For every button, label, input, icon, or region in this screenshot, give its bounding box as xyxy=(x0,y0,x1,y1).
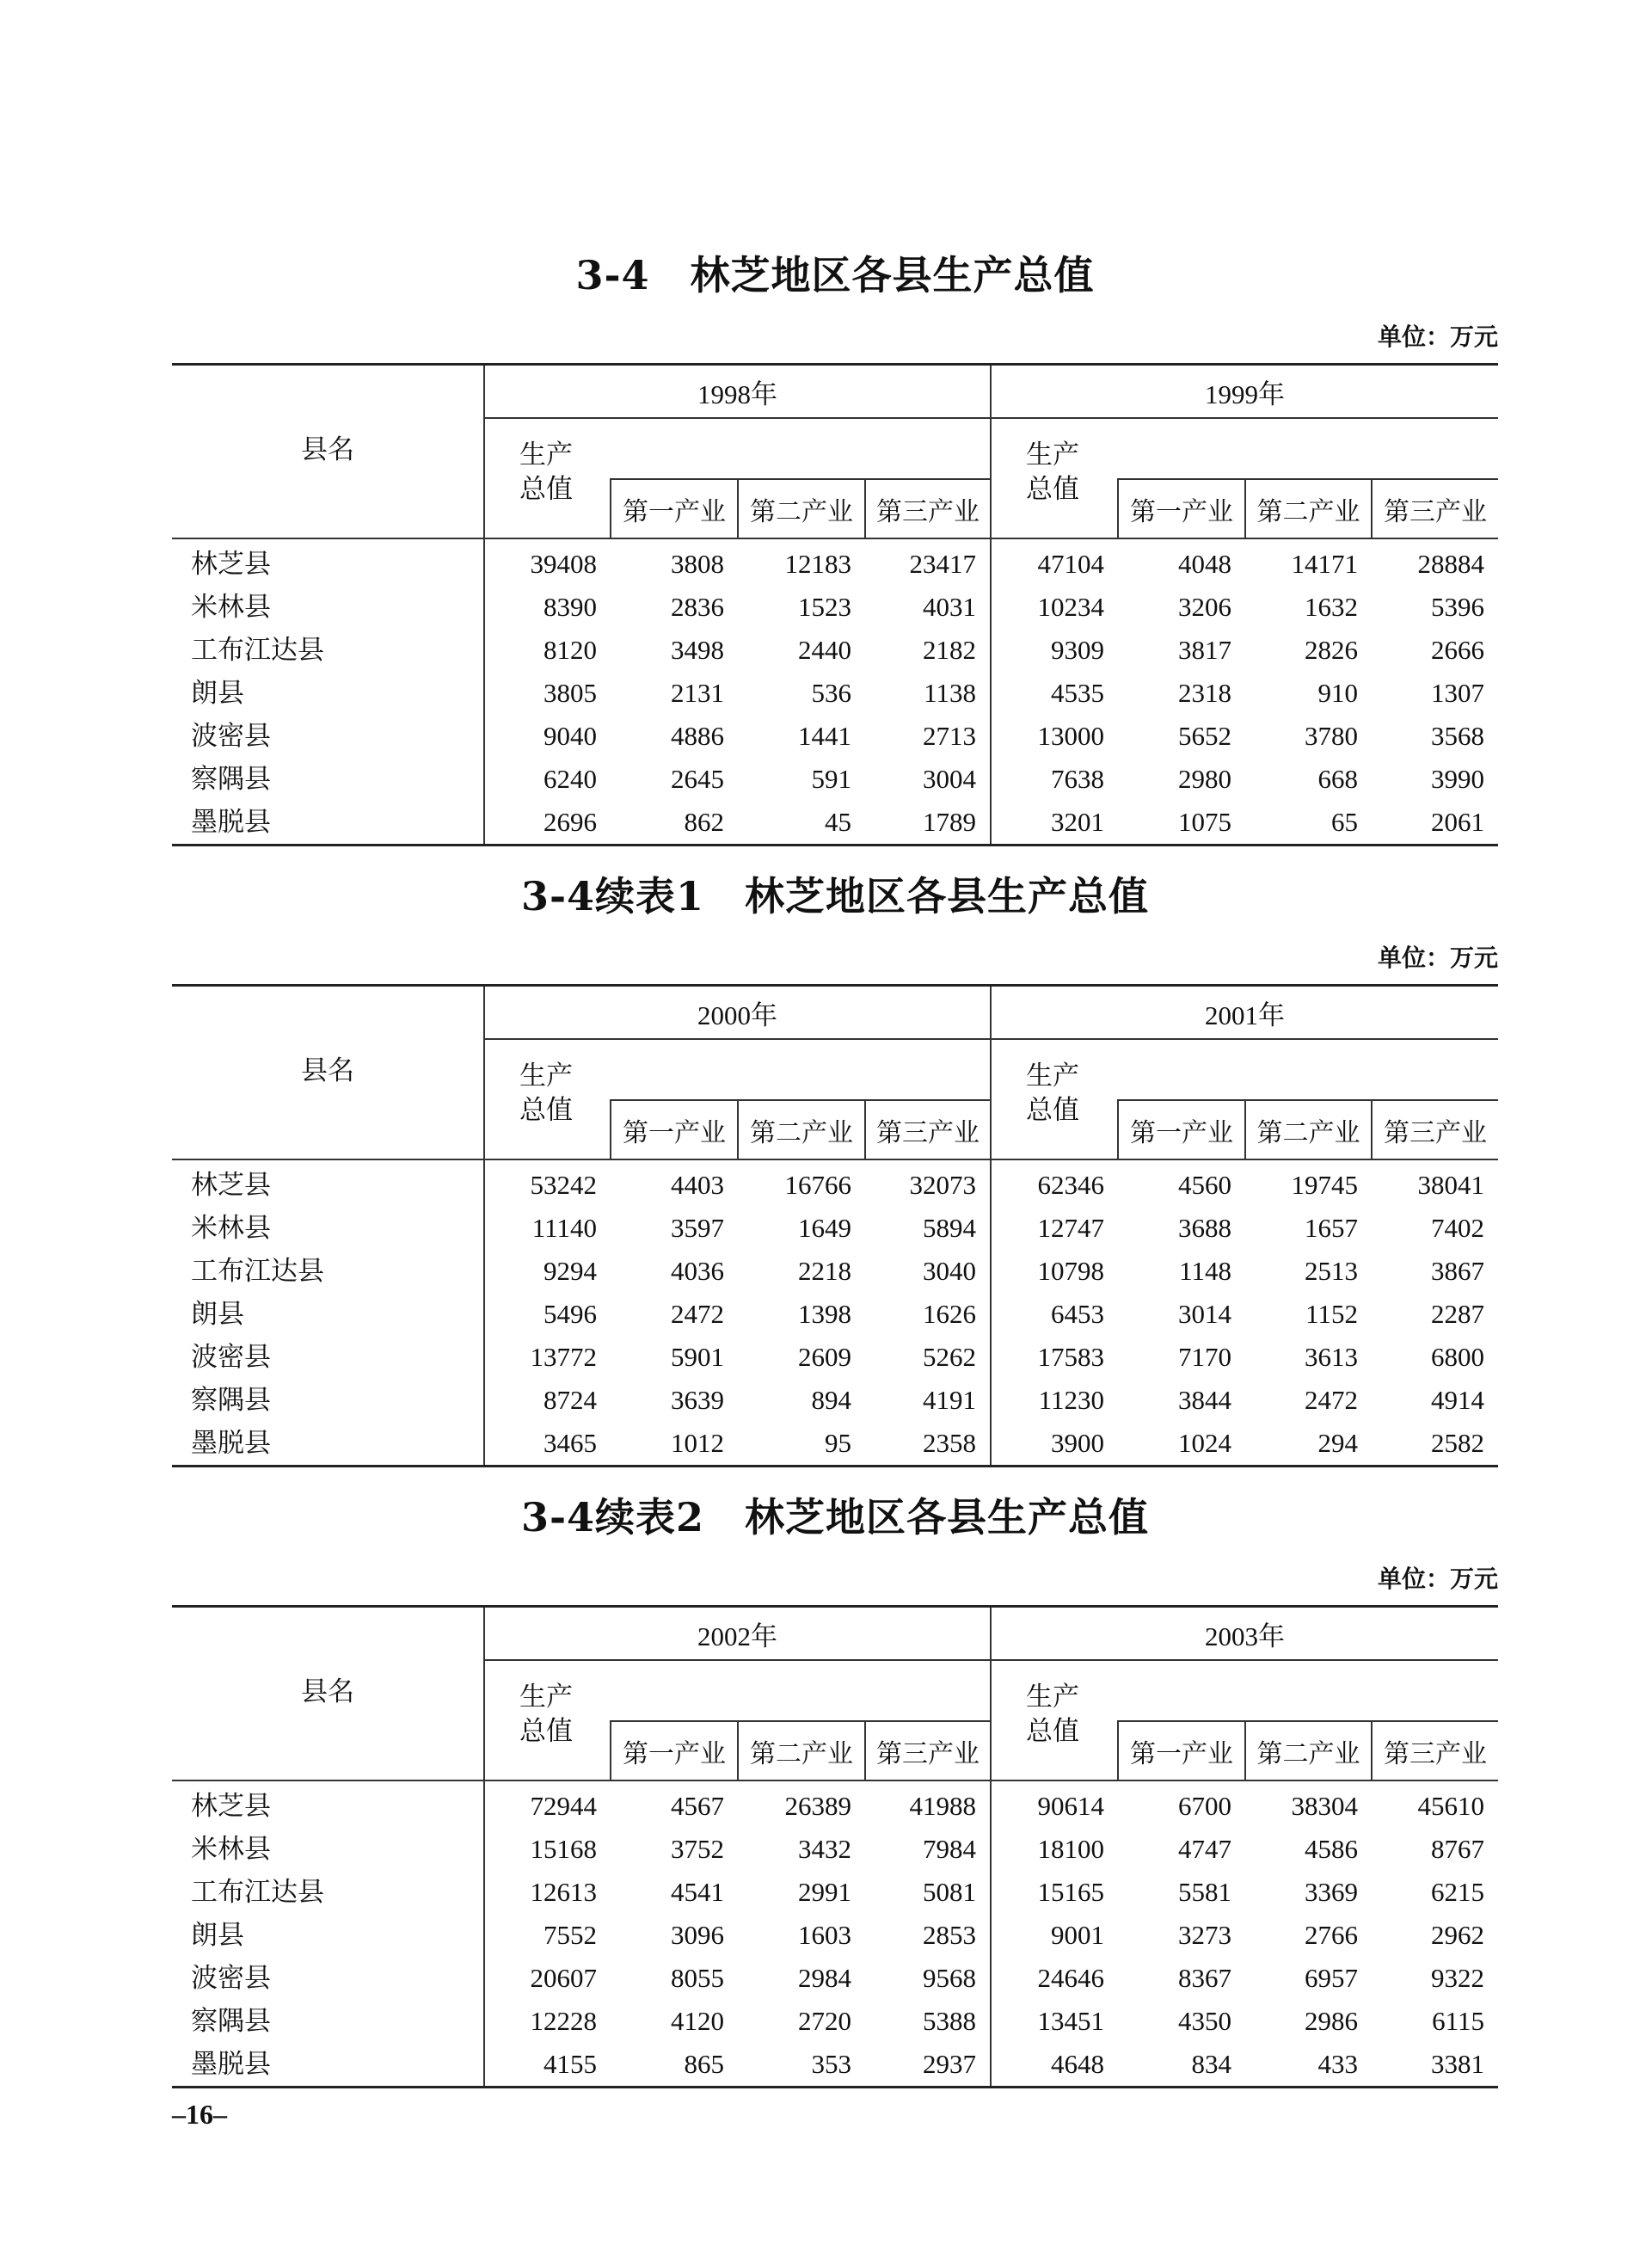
gross-header-line1: 生产 xyxy=(519,1061,573,1091)
gross-value-cell: 9040 xyxy=(544,721,597,751)
industry-value-cell: 2440 xyxy=(798,635,851,665)
industry-value-cell: 834 xyxy=(1118,2043,1245,2088)
table-row xyxy=(172,758,1498,801)
county-name-cell: 林芝县 xyxy=(172,1780,484,1828)
gross-header-line2: 总值 xyxy=(1026,474,1079,504)
table-row xyxy=(172,1250,1498,1293)
industry-value-cell: 2318 xyxy=(1178,678,1231,708)
industry-value-cell: 5081 xyxy=(865,1871,991,1914)
table-row xyxy=(172,586,1498,629)
gross-header-line2: 总值 xyxy=(1026,1716,1079,1746)
unit-label: 单位：万元 xyxy=(1377,944,1498,972)
industry-value-cell: 1441 xyxy=(798,721,851,751)
county-name-cell: 察隅县 xyxy=(172,1379,484,1422)
table-title: 3-4 林芝地区各县生产总值 xyxy=(575,252,1095,298)
primary-industry-header: 第一产业 xyxy=(611,479,738,538)
industry-value-cell: 4560 xyxy=(1178,1170,1231,1200)
gross-value-cell: 6240 xyxy=(544,764,597,794)
gross-value-header xyxy=(991,1660,1118,1780)
industry-value-cell: 6215 xyxy=(1431,1877,1484,1907)
county-name-cell: 墨脱县 xyxy=(172,1422,484,1467)
industry-value-cell: 1024 xyxy=(1118,1422,1245,1467)
industry-value-cell: 5388 xyxy=(865,2000,991,2043)
industry-value-cell: 536 xyxy=(811,678,851,708)
industry-value-cell: 3639 xyxy=(671,1385,724,1415)
gross-value-cell: 24646 xyxy=(1037,1963,1104,1993)
industry-value-cell: 1138 xyxy=(865,672,991,715)
gross-value-cell: 7552 xyxy=(544,1920,597,1950)
industry-value-cell: 2986 xyxy=(1305,2006,1358,2036)
industry-value-cell: 2182 xyxy=(865,629,991,672)
year-header: 1999年 xyxy=(991,365,1498,419)
gross-header-line1: 生产 xyxy=(519,440,573,470)
gross-value-cell: 18100 xyxy=(1037,1834,1104,1864)
county-name-cell: 林芝县 xyxy=(172,1159,484,1207)
gross-value-cell: 8724 xyxy=(544,1385,597,1415)
gross-value-cell: 17583 xyxy=(1037,1342,1104,1372)
tertiary-industry-header: 第三产业 xyxy=(1372,1100,1498,1159)
industry-value-cell: 1789 xyxy=(865,801,991,846)
gross-value-cell: 4535 xyxy=(1051,678,1104,708)
industry-value-cell: 433 xyxy=(1245,2043,1372,2088)
industry-value-cell: 3568 xyxy=(1431,721,1484,751)
gross-header-line1: 生产 xyxy=(1026,1061,1079,1091)
industry-value-cell: 2991 xyxy=(798,1877,851,1907)
industry-value-cell: 4541 xyxy=(671,1877,724,1907)
industry-value-cell: 2472 xyxy=(1305,1385,1358,1415)
gross-value-cell: 15165 xyxy=(1037,1877,1104,1907)
gross-value-cell: 15168 xyxy=(530,1834,597,1864)
industry-value-cell: 2962 xyxy=(1431,1920,1484,1950)
table-row xyxy=(172,1207,1498,1250)
table-body xyxy=(172,1780,1498,2088)
industry-value-cell: 3613 xyxy=(1305,1342,1358,1372)
industry-value-cell: 14171 xyxy=(1291,549,1358,579)
industry-value-cell: 1152 xyxy=(1305,1299,1358,1329)
table-row xyxy=(172,1871,1498,1914)
industry-value-cell: 8367 xyxy=(1178,1963,1231,1993)
gross-value-cell: 9294 xyxy=(544,1256,597,1286)
industry-value-cell: 16766 xyxy=(784,1170,851,1200)
industry-value-cell: 2609 xyxy=(798,1342,851,1372)
gross-value-cell: 90614 xyxy=(1037,1791,1104,1821)
industry-value-cell: 7984 xyxy=(865,1828,991,1871)
header-spacer xyxy=(1118,418,1498,479)
county-name-cell: 米林县 xyxy=(172,1828,484,1871)
table-row xyxy=(172,672,1498,715)
industry-value-cell: 2666 xyxy=(1431,635,1484,665)
header-spacer xyxy=(1118,1039,1498,1100)
table-body xyxy=(172,538,1498,846)
table-section-3 xyxy=(172,1491,1498,2088)
gross-value-cell: 11230 xyxy=(1038,1385,1104,1415)
county-name-cell: 工布江达县 xyxy=(172,1250,484,1293)
industry-value-cell: 2218 xyxy=(798,1256,851,1286)
gross-value-cell: 13000 xyxy=(1037,721,1104,751)
table-row xyxy=(172,1828,1498,1871)
gross-value-cell: 9309 xyxy=(1051,635,1104,665)
table-row xyxy=(172,629,1498,672)
industry-value-cell: 3206 xyxy=(1178,592,1231,622)
gross-value-header xyxy=(484,1039,611,1159)
industry-value-cell: 5262 xyxy=(865,1336,991,1379)
gross-value-cell: 11140 xyxy=(531,1213,597,1243)
gross-value-cell: 13772 xyxy=(530,1342,597,1372)
industry-value-cell: 2513 xyxy=(1305,1256,1358,1286)
industry-value-cell: 4886 xyxy=(671,721,724,751)
industry-value-cell: 7402 xyxy=(1431,1213,1484,1243)
industry-value-cell: 6115 xyxy=(1432,2006,1484,2036)
county-name-cell: 朗县 xyxy=(172,672,484,715)
gross-value-cell: 12747 xyxy=(1037,1213,1104,1243)
county-column-header: 县名 xyxy=(172,986,484,1160)
industry-value-cell: 3381 xyxy=(1372,2043,1498,2088)
county-name-cell: 米林县 xyxy=(172,1207,484,1250)
industry-value-cell: 4191 xyxy=(865,1379,991,1422)
gross-value-cell: 10234 xyxy=(1037,592,1104,622)
gross-value-cell: 4155 xyxy=(484,2043,611,2088)
county-name-cell: 波密县 xyxy=(172,1957,484,2000)
industry-value-cell: 3688 xyxy=(1178,1213,1231,1243)
industry-value-cell: 294 xyxy=(1245,1422,1372,1467)
industry-value-cell: 4567 xyxy=(671,1791,724,1821)
gross-value-cell: 72944 xyxy=(530,1791,597,1821)
industry-value-cell: 1649 xyxy=(798,1213,851,1243)
primary-industry-header: 第一产业 xyxy=(611,1100,738,1159)
table-row xyxy=(172,1914,1498,1957)
industry-value-cell: 3752 xyxy=(671,1834,724,1864)
table-row xyxy=(172,1159,1498,1207)
header-spacer xyxy=(1118,1660,1498,1721)
industry-value-cell: 3004 xyxy=(865,758,991,801)
year-header: 2003年 xyxy=(991,1607,1498,1661)
industry-value-cell: 2645 xyxy=(671,764,724,794)
unit-label: 单位：万元 xyxy=(1377,323,1498,351)
year-header: 2002年 xyxy=(484,1607,991,1661)
gross-header-line1: 生产 xyxy=(1026,440,1079,470)
industry-value-cell: 65 xyxy=(1245,801,1372,846)
industry-value-cell: 5581 xyxy=(1178,1877,1231,1907)
primary-industry-header: 第一产业 xyxy=(1118,1721,1245,1780)
industry-value-cell: 38041 xyxy=(1417,1170,1484,1200)
industry-value-cell: 4747 xyxy=(1178,1834,1231,1864)
secondary-industry-header: 第二产业 xyxy=(738,1100,865,1159)
industry-value-cell: 4403 xyxy=(671,1170,724,1200)
county-name-cell: 工布江达县 xyxy=(172,629,484,672)
gross-value-cell: 2696 xyxy=(484,801,611,846)
table-row xyxy=(172,2043,1498,2088)
secondary-industry-header: 第二产业 xyxy=(738,479,865,538)
industry-value-cell: 353 xyxy=(738,2043,865,2088)
industry-value-cell: 28884 xyxy=(1417,549,1484,579)
tertiary-industry-header: 第三产业 xyxy=(1372,1721,1498,1780)
industry-value-cell: 2980 xyxy=(1178,764,1231,794)
gross-value-cell: 8120 xyxy=(544,635,597,665)
industry-value-cell: 41988 xyxy=(865,1780,991,1828)
industry-value-cell: 9568 xyxy=(865,1957,991,2000)
industry-value-cell: 1626 xyxy=(865,1293,991,1336)
industry-value-cell: 23417 xyxy=(865,538,991,586)
county-name-cell: 工布江达县 xyxy=(172,1871,484,1914)
industry-value-cell: 1398 xyxy=(798,1299,851,1329)
gdp-table xyxy=(172,1605,1498,2088)
gross-value-header xyxy=(991,1039,1118,1159)
industry-value-cell: 1307 xyxy=(1431,678,1484,708)
gross-value-cell: 3900 xyxy=(991,1422,1118,1467)
gdp-table xyxy=(172,984,1498,1467)
industry-value-cell: 910 xyxy=(1317,678,1358,708)
table-title: 3-4续表2 林芝地区各县生产总值 xyxy=(520,1494,1150,1541)
industry-value-cell: 3817 xyxy=(1178,635,1231,665)
industry-value-cell: 1075 xyxy=(1118,801,1245,846)
industry-value-cell: 2853 xyxy=(865,1914,991,1957)
industry-value-cell: 4350 xyxy=(1178,2006,1231,2036)
industry-value-cell: 2836 xyxy=(671,592,724,622)
table-row xyxy=(172,1780,1498,1828)
secondary-industry-header: 第二产业 xyxy=(1245,1721,1372,1780)
industry-value-cell: 3867 xyxy=(1431,1256,1484,1286)
industry-value-cell: 3040 xyxy=(865,1250,991,1293)
table-body xyxy=(172,1159,1498,1467)
secondary-industry-header: 第二产业 xyxy=(738,1721,865,1780)
industry-value-cell: 7170 xyxy=(1178,1342,1231,1372)
primary-industry-header: 第一产业 xyxy=(1118,1100,1245,1159)
header-spacer xyxy=(611,1039,991,1100)
gross-value-cell: 4648 xyxy=(991,2043,1118,2088)
industry-value-cell: 38304 xyxy=(1291,1791,1358,1821)
industry-value-cell: 3808 xyxy=(671,549,724,579)
industry-value-cell: 3990 xyxy=(1431,764,1484,794)
gross-header-line2: 总值 xyxy=(519,474,573,504)
year-header: 1998年 xyxy=(484,365,991,419)
table-row xyxy=(172,801,1498,846)
industry-value-cell: 2766 xyxy=(1305,1920,1358,1950)
industry-value-cell: 2358 xyxy=(865,1422,991,1467)
gross-value-header xyxy=(484,418,611,538)
industry-value-cell: 45610 xyxy=(1417,1791,1484,1821)
gross-value-cell: 9001 xyxy=(1051,1920,1104,1950)
industry-value-cell: 1523 xyxy=(798,592,851,622)
gross-value-cell: 20607 xyxy=(530,1963,597,1993)
gross-value-header xyxy=(484,1660,611,1780)
gross-value-cell: 8390 xyxy=(544,592,597,622)
gross-value-cell: 6453 xyxy=(1051,1299,1104,1329)
primary-industry-header: 第一产业 xyxy=(611,1721,738,1780)
table-row xyxy=(172,715,1498,758)
gross-header-line2: 总值 xyxy=(519,1716,573,1746)
industry-value-cell: 4586 xyxy=(1305,1834,1358,1864)
industry-value-cell: 591 xyxy=(811,764,851,794)
gross-header-line1: 生产 xyxy=(1026,1682,1079,1712)
industry-value-cell: 2131 xyxy=(671,678,724,708)
gross-value-cell: 7638 xyxy=(1051,764,1104,794)
gross-value-cell: 3465 xyxy=(484,1422,611,1467)
industry-value-cell: 865 xyxy=(611,2043,738,2088)
industry-value-cell: 8767 xyxy=(1431,1834,1484,1864)
industry-value-cell: 19745 xyxy=(1291,1170,1358,1200)
table-row xyxy=(172,1957,1498,2000)
tertiary-industry-header: 第三产业 xyxy=(1372,479,1498,538)
table-row xyxy=(172,1379,1498,1422)
gross-value-cell: 12613 xyxy=(530,1877,597,1907)
table-row xyxy=(172,1293,1498,1336)
industry-value-cell: 45 xyxy=(738,801,865,846)
gross-value-cell: 39408 xyxy=(530,549,597,579)
industry-value-cell: 2061 xyxy=(1372,801,1498,846)
industry-value-cell: 5894 xyxy=(865,1207,991,1250)
industry-value-cell: 2826 xyxy=(1305,635,1358,665)
industry-value-cell: 5396 xyxy=(1431,592,1484,622)
secondary-industry-header: 第二产业 xyxy=(1245,1100,1372,1159)
table-row xyxy=(172,1336,1498,1379)
industry-value-cell: 2713 xyxy=(865,715,991,758)
gross-value-cell: 12228 xyxy=(530,2006,597,2036)
gross-value-cell: 13451 xyxy=(1037,2006,1104,2036)
industry-value-cell: 862 xyxy=(611,801,738,846)
industry-value-cell: 1012 xyxy=(611,1422,738,1467)
gross-header-line1: 生产 xyxy=(519,1682,573,1712)
gross-value-cell: 3201 xyxy=(991,801,1118,846)
table-row xyxy=(172,2000,1498,2043)
county-name-cell: 察隅县 xyxy=(172,758,484,801)
table-row xyxy=(172,538,1498,586)
industry-value-cell: 668 xyxy=(1317,764,1358,794)
header-spacer xyxy=(611,1660,991,1721)
gross-value-cell: 5496 xyxy=(544,1299,597,1329)
county-name-cell: 察隅县 xyxy=(172,2000,484,2043)
industry-value-cell: 5652 xyxy=(1178,721,1231,751)
secondary-industry-header: 第二产业 xyxy=(1245,479,1372,538)
industry-value-cell: 6957 xyxy=(1305,1963,1358,1993)
industry-value-cell: 12183 xyxy=(784,549,851,579)
industry-value-cell: 4048 xyxy=(1178,549,1231,579)
industry-value-cell: 4120 xyxy=(671,2006,724,2036)
gross-value-cell: 53242 xyxy=(530,1170,597,1200)
county-name-cell: 墨脱县 xyxy=(172,801,484,846)
county-name-cell: 林芝县 xyxy=(172,538,484,586)
county-name-cell: 波密县 xyxy=(172,1336,484,1379)
industry-value-cell: 32073 xyxy=(865,1159,991,1207)
county-column-header: 县名 xyxy=(172,1607,484,1781)
gross-value-cell: 10798 xyxy=(1037,1256,1104,1286)
industry-value-cell: 2472 xyxy=(671,1299,724,1329)
industry-value-cell: 3780 xyxy=(1305,721,1358,751)
industry-value-cell: 26389 xyxy=(784,1791,851,1821)
year-header: 2000年 xyxy=(484,986,991,1040)
tertiary-industry-header: 第三产业 xyxy=(865,1721,991,1780)
industry-value-cell: 1603 xyxy=(798,1920,851,1950)
gross-header-line2: 总值 xyxy=(1026,1095,1079,1125)
industry-value-cell: 3498 xyxy=(671,635,724,665)
industry-value-cell: 3369 xyxy=(1305,1877,1358,1907)
gross-value-cell: 3805 xyxy=(544,678,597,708)
year-header: 2001年 xyxy=(991,986,1498,1040)
industry-value-cell: 2984 xyxy=(798,1963,851,1993)
industry-value-cell: 1632 xyxy=(1305,592,1358,622)
primary-industry-header: 第一产业 xyxy=(1118,479,1245,538)
industry-value-cell: 894 xyxy=(811,1385,851,1415)
tertiary-industry-header: 第三产业 xyxy=(865,479,991,538)
industry-value-cell: 3597 xyxy=(671,1213,724,1243)
industry-value-cell: 9322 xyxy=(1431,1963,1484,1993)
industry-value-cell: 4031 xyxy=(865,586,991,629)
table-title: 3-4续表1 林芝地区各县生产总值 xyxy=(520,873,1150,919)
industry-value-cell: 8055 xyxy=(671,1963,724,1993)
industry-value-cell: 2720 xyxy=(798,2006,851,2036)
industry-value-cell: 1657 xyxy=(1305,1213,1358,1243)
county-column-header: 县名 xyxy=(172,365,484,539)
industry-value-cell: 2582 xyxy=(1372,1422,1498,1467)
county-name-cell: 波密县 xyxy=(172,715,484,758)
industry-value-cell: 6800 xyxy=(1431,1342,1484,1372)
page-number: –16– xyxy=(172,2099,227,2130)
industry-value-cell: 3844 xyxy=(1178,1385,1231,1415)
industry-value-cell: 3014 xyxy=(1178,1299,1231,1329)
industry-value-cell: 6700 xyxy=(1178,1791,1231,1821)
gross-value-header xyxy=(991,418,1118,538)
industry-value-cell: 2937 xyxy=(865,2043,991,2088)
table-row xyxy=(172,1422,1498,1467)
industry-value-cell: 4914 xyxy=(1431,1385,1484,1415)
tertiary-industry-header: 第三产业 xyxy=(865,1100,991,1159)
gross-header-line2: 总值 xyxy=(519,1095,573,1125)
table-section-2 xyxy=(172,870,1498,1467)
industry-value-cell: 3432 xyxy=(798,1834,851,1864)
industry-value-cell: 1148 xyxy=(1179,1256,1231,1286)
industry-value-cell: 5901 xyxy=(671,1342,724,1372)
industry-value-cell: 4036 xyxy=(671,1256,724,1286)
unit-label: 单位：万元 xyxy=(1377,1565,1498,1593)
county-name-cell: 朗县 xyxy=(172,1293,484,1336)
industry-value-cell: 3273 xyxy=(1178,1920,1231,1950)
table-section-1 xyxy=(172,249,1498,846)
county-name-cell: 朗县 xyxy=(172,1914,484,1957)
header-spacer xyxy=(611,418,991,479)
industry-value-cell: 95 xyxy=(738,1422,865,1467)
gdp-table xyxy=(172,363,1498,846)
industry-value-cell: 2287 xyxy=(1431,1299,1484,1329)
county-name-cell: 墨脱县 xyxy=(172,2043,484,2088)
industry-value-cell: 3096 xyxy=(671,1920,724,1950)
gross-value-cell: 62346 xyxy=(1037,1170,1104,1200)
gross-value-cell: 47104 xyxy=(1037,549,1104,579)
county-name-cell: 米林县 xyxy=(172,586,484,629)
